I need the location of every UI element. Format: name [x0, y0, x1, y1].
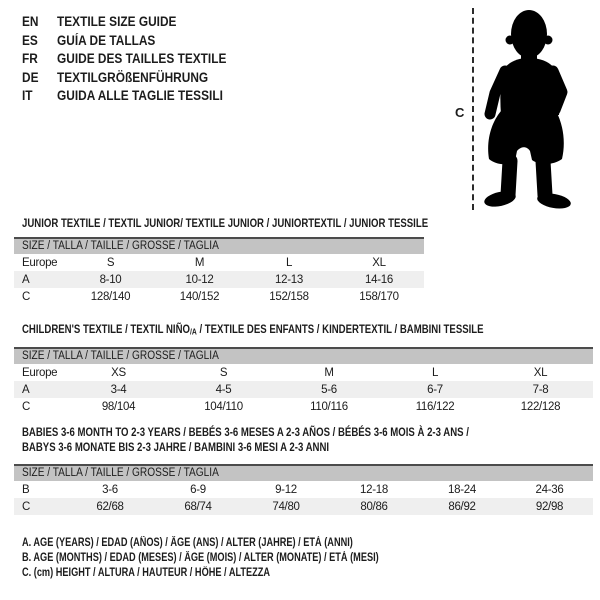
babies-title-line1-text: BABIES 3-6 MONTH TO 2-3 YEARS / BEBÉS 3-6 MESES A 2-3 AÑOS / BÉBÉS 3-6 MOIS À 2-3 ANS / [22, 425, 469, 439]
cell: XS [111, 366, 126, 379]
cell: 110/116 [310, 400, 348, 413]
language-code: DE [22, 69, 39, 85]
cell: Europe [22, 256, 58, 269]
cell: 116/122 [415, 400, 455, 413]
cell: 98/104 [101, 400, 136, 413]
cell: B [22, 483, 30, 496]
language-title: GUIDA ALLE TAGLIE TESSILI [57, 88, 223, 104]
cell: 122/128 [520, 400, 561, 413]
language-code: ES [22, 32, 38, 48]
cell: A [14, 271, 66, 288]
cell: 12-13 [244, 271, 334, 288]
language-code: EN [22, 14, 39, 29]
language-code: FR [22, 51, 38, 67]
table-row [14, 381, 593, 398]
cell: 9-12 [275, 483, 297, 496]
children-title-text [22, 323, 484, 339]
height-measure-label: C [455, 105, 465, 120]
table-row [14, 498, 593, 515]
children-section-title [22, 323, 599, 339]
cell: 24-36 [535, 483, 564, 496]
cell: 4-5 [171, 381, 276, 398]
language-code: IT [22, 88, 33, 104]
cell: 6-7 [382, 381, 488, 398]
cell: 18-24 [448, 483, 476, 496]
babies-table-header-bar [14, 464, 593, 481]
language-title: TEXTILE SIZE GUIDE [57, 14, 177, 29]
table-row [14, 254, 424, 271]
cell: 7-8 [488, 381, 593, 398]
cell: C [14, 498, 66, 515]
table-row [14, 271, 424, 288]
language-title: TEXTILGRÖßENFÜHRUNG [57, 69, 209, 85]
junior-table-header-text: SIZE / TALLA / TAILLE / GRÖSSE / TAGLIA [22, 240, 219, 252]
junior-table [14, 254, 424, 305]
cell: 5-6 [276, 381, 382, 398]
cell: 140/152 [179, 290, 220, 303]
table-row [14, 398, 593, 415]
babies-table-header-text: SIZE / TALLA / TAILLE / GRÖSSE / TAGLIA [22, 467, 219, 479]
junior-table-header-bar [14, 237, 424, 254]
height-measure-line [472, 8, 474, 210]
children-title-pre: CHILDREN'S TEXTILE / TEXTIL NIÑO [22, 322, 190, 336]
cell: XL [533, 366, 548, 379]
table-row [14, 288, 424, 305]
cell: S [106, 256, 115, 269]
cell: L [431, 366, 439, 379]
children-table-header-text: SIZE / TALLA / TAILLE / GRÖSSE / TAGLIA [22, 350, 219, 362]
babies-title-line2-text: BABYS 3-6 MONATE BIS 2-3 JAHRE / BAMBINI 3-6 MESI A 2-3 ANNI [22, 440, 330, 454]
cell: C [22, 290, 31, 303]
cell: S [219, 366, 228, 379]
language-title: GUÍA DE TALLAS [57, 32, 156, 48]
children-table-header-bar [14, 347, 593, 364]
cell: 128/140 [90, 290, 131, 303]
cell: 6-9 [190, 483, 206, 496]
cell: 10-12 [155, 271, 244, 288]
cell: 80/86 [330, 498, 418, 515]
junior-size-table [14, 237, 424, 305]
legend-b-text: B. AGE (MONTHS) / EDAD (MESES) / ÂGE (MOIS) / ALTER (MONATE) / ETÀ (MESI) [22, 552, 379, 565]
cell: 74/80 [242, 498, 330, 515]
children-title-sub: /A [189, 326, 197, 337]
cell: 104/110 [204, 400, 243, 413]
cell: 158/170 [359, 290, 399, 303]
cell: 8-10 [66, 271, 155, 288]
cell: Europe [22, 366, 58, 379]
cell: 12-18 [360, 483, 388, 496]
legend-c-text: C. (cm) HEIGHT / ALTURA / HAUTEUR / HÖHE / ALTEZZA [22, 567, 271, 580]
cell: XL [372, 256, 386, 269]
junior-title-text: JUNIOR TEXTILE / TEXTIL JUNIOR/ TEXTILE JUNIOR / JUNIORTEXTIL / JUNIOR TESSILE [22, 216, 429, 230]
cell: 62/68 [66, 498, 154, 515]
cell: C [22, 400, 31, 413]
cell: M [194, 256, 205, 269]
cell: 86/92 [418, 498, 506, 515]
babies-size-table [14, 464, 593, 515]
junior-section-title [22, 217, 530, 230]
baby-silhouette-icon [478, 8, 578, 210]
cell: 14-16 [334, 271, 424, 288]
children-title-post: / TEXTILE DES ENFANTS / KINDERTEXTIL / BAMBINI TESSILE [196, 322, 484, 336]
cell: M [324, 366, 334, 379]
babies-section-title-line1 [22, 426, 581, 439]
legend-a-text: A. AGE (YEARS) / EDAD (AÑOS) / ÂGE (ANS) / ALTER (JAHRE) / ETÀ (ANNI) [22, 537, 353, 549]
cell: A [14, 381, 66, 398]
cell: 3-4 [66, 381, 171, 398]
cell: 68/74 [154, 498, 242, 515]
cell: 3-6 [102, 483, 118, 496]
language-title: GUIDE DES TAILLES TEXTILE [57, 51, 227, 67]
babies-table [14, 481, 593, 515]
table-row [14, 364, 593, 381]
children-size-table [14, 347, 593, 415]
cell: L [285, 256, 293, 269]
children-table [14, 364, 593, 415]
table-row [14, 481, 593, 498]
cell: 152/158 [269, 290, 309, 303]
cell: 92/98 [506, 498, 593, 515]
babies-section-title-line2 [22, 441, 406, 454]
